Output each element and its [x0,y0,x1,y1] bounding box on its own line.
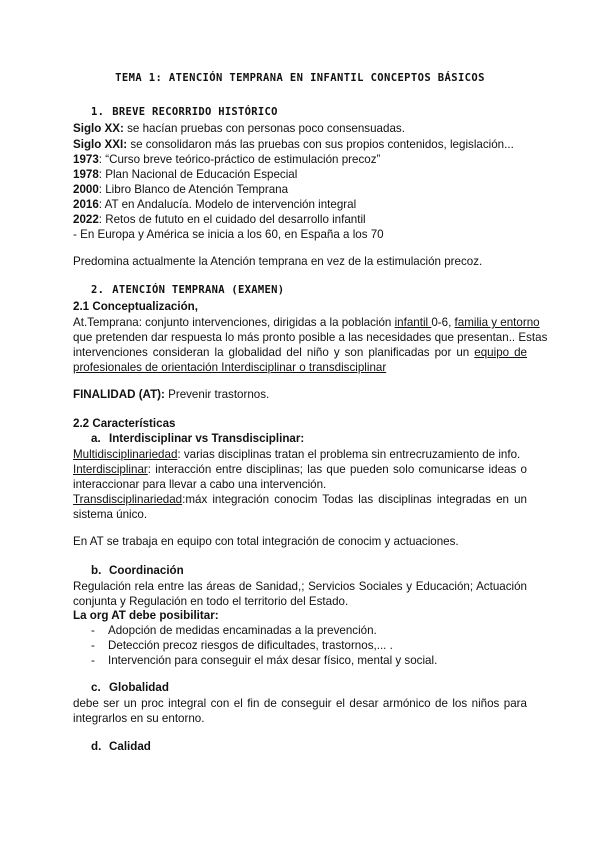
list-item: - Intervención para conseguir el máx desar físico, mental y social. [91,654,438,667]
section-1-number: 1. [91,106,105,118]
history-summary: Predomina actualmente la Atención temprana en vez de la estimulación precoz. [73,255,483,268]
transdisciplinar-line-2: sistema único. [73,508,148,521]
list-item: - Adopción de medidas encaminadas a la prevención. [91,624,377,637]
finalidad: FINALIDAD (AT): Prevenir trastornos. [73,388,270,401]
subsection-2-2-title: 2.2 Características [73,417,176,430]
section-1-heading [91,106,278,118]
history-item: 1973: “Curso breve teórico-práctico de estimulación precoz” [73,153,381,166]
transdisciplinar-line-1: Transdisciplinariedad:máx integración conocim Todas las disciplinas integradas en un [73,493,527,506]
section-2-heading [91,284,284,296]
history-item: 2022: Retos de fututo en el cuidado del desarrollo infantil [73,213,366,226]
definition-line-3: intervenciones consideran la globalidad del niño y son planificadas por un equipo de [73,346,528,359]
page-title: TEMA 1: ATENCIÓN TEMPRANA EN INFANTIL CONCEPTOS BÁSICOS [115,72,485,84]
coordinacion-line-2: conjunta y Regulación en todo el territorio del Estado. [73,595,349,608]
coordinacion-line-1: Regulación rela entre las áreas de Sanidad,; Servicios Sociales y Educación; Actuación [73,580,527,593]
history-item: 1978: Plan Nacional de Educación Especial [73,168,298,181]
interdisciplinar-line-2: interaccionar para llevar a cabo una intervención. [73,478,327,491]
definition-line-2: que pretenden dar respuesta lo más pronto posible a las necesidades que presentan.. Estas [73,331,548,344]
history-item: Siglo XX: se hacían pruebas con personas poco consensuadas. [73,122,405,135]
history-item: 2000: Libro Blanco de Atención Temprana [73,183,289,196]
history-item: Siglo XXI: se consolidaron más las pruebas con sus propios contenidos, legislación... [73,138,514,151]
item-c-heading: c. Globalidad [91,681,169,694]
interdisciplinar-line-1: Interdisciplinar: interacción entre disciplinas; las que pueden solo comunicarse ideas o [73,463,527,476]
org-heading: La org AT debe posibilitar: [73,609,219,622]
section-1-title: BREVE RECORRIDO HISTÓRICO [112,106,278,118]
subsection-2-1-title: 2.1 Conceptualización, [73,300,198,313]
history-note: - En Europa y América se inicia a los 60, en España a los 70 [73,228,384,241]
multidisciplinar-line: Multidisciplinariedad: varias disciplinas tratan el problema sin entrecruzamiento de info. [73,448,521,461]
item-b-heading: b. Coordinación [91,564,184,577]
definition-line-4: profesionales de orientación Interdisciplinar o transdisciplinar [73,361,387,374]
history-item: 2016: AT en Andalucía. Modelo de intervención integral [73,198,357,211]
item-d-heading: d. Calidad [91,740,151,753]
item-a-heading: a. Interdisciplinar vs Transdisciplinar: [91,432,305,445]
interdisciplinar-summary: En AT se trabaja en equipo con total integración de conocim y actuaciones. [73,535,459,548]
globalidad-line-2: integrarlos en su entorno. [73,712,205,725]
definition-line-1: At.Temprana: conjunto intervenciones, dirigidas a la población infantil 0-6, familia y entorno [73,316,540,329]
globalidad-line-1: debe ser un proc integral con el fin de conseguir el desar armónico de los niños para [73,697,527,710]
list-item: - Detección precoz riesgos de dificultades, trastornos,... . [91,639,393,652]
section-2-title: ATENCIÓN TEMPRANA (EXAMEN) [112,284,285,296]
section-2-number: 2. [91,284,105,296]
